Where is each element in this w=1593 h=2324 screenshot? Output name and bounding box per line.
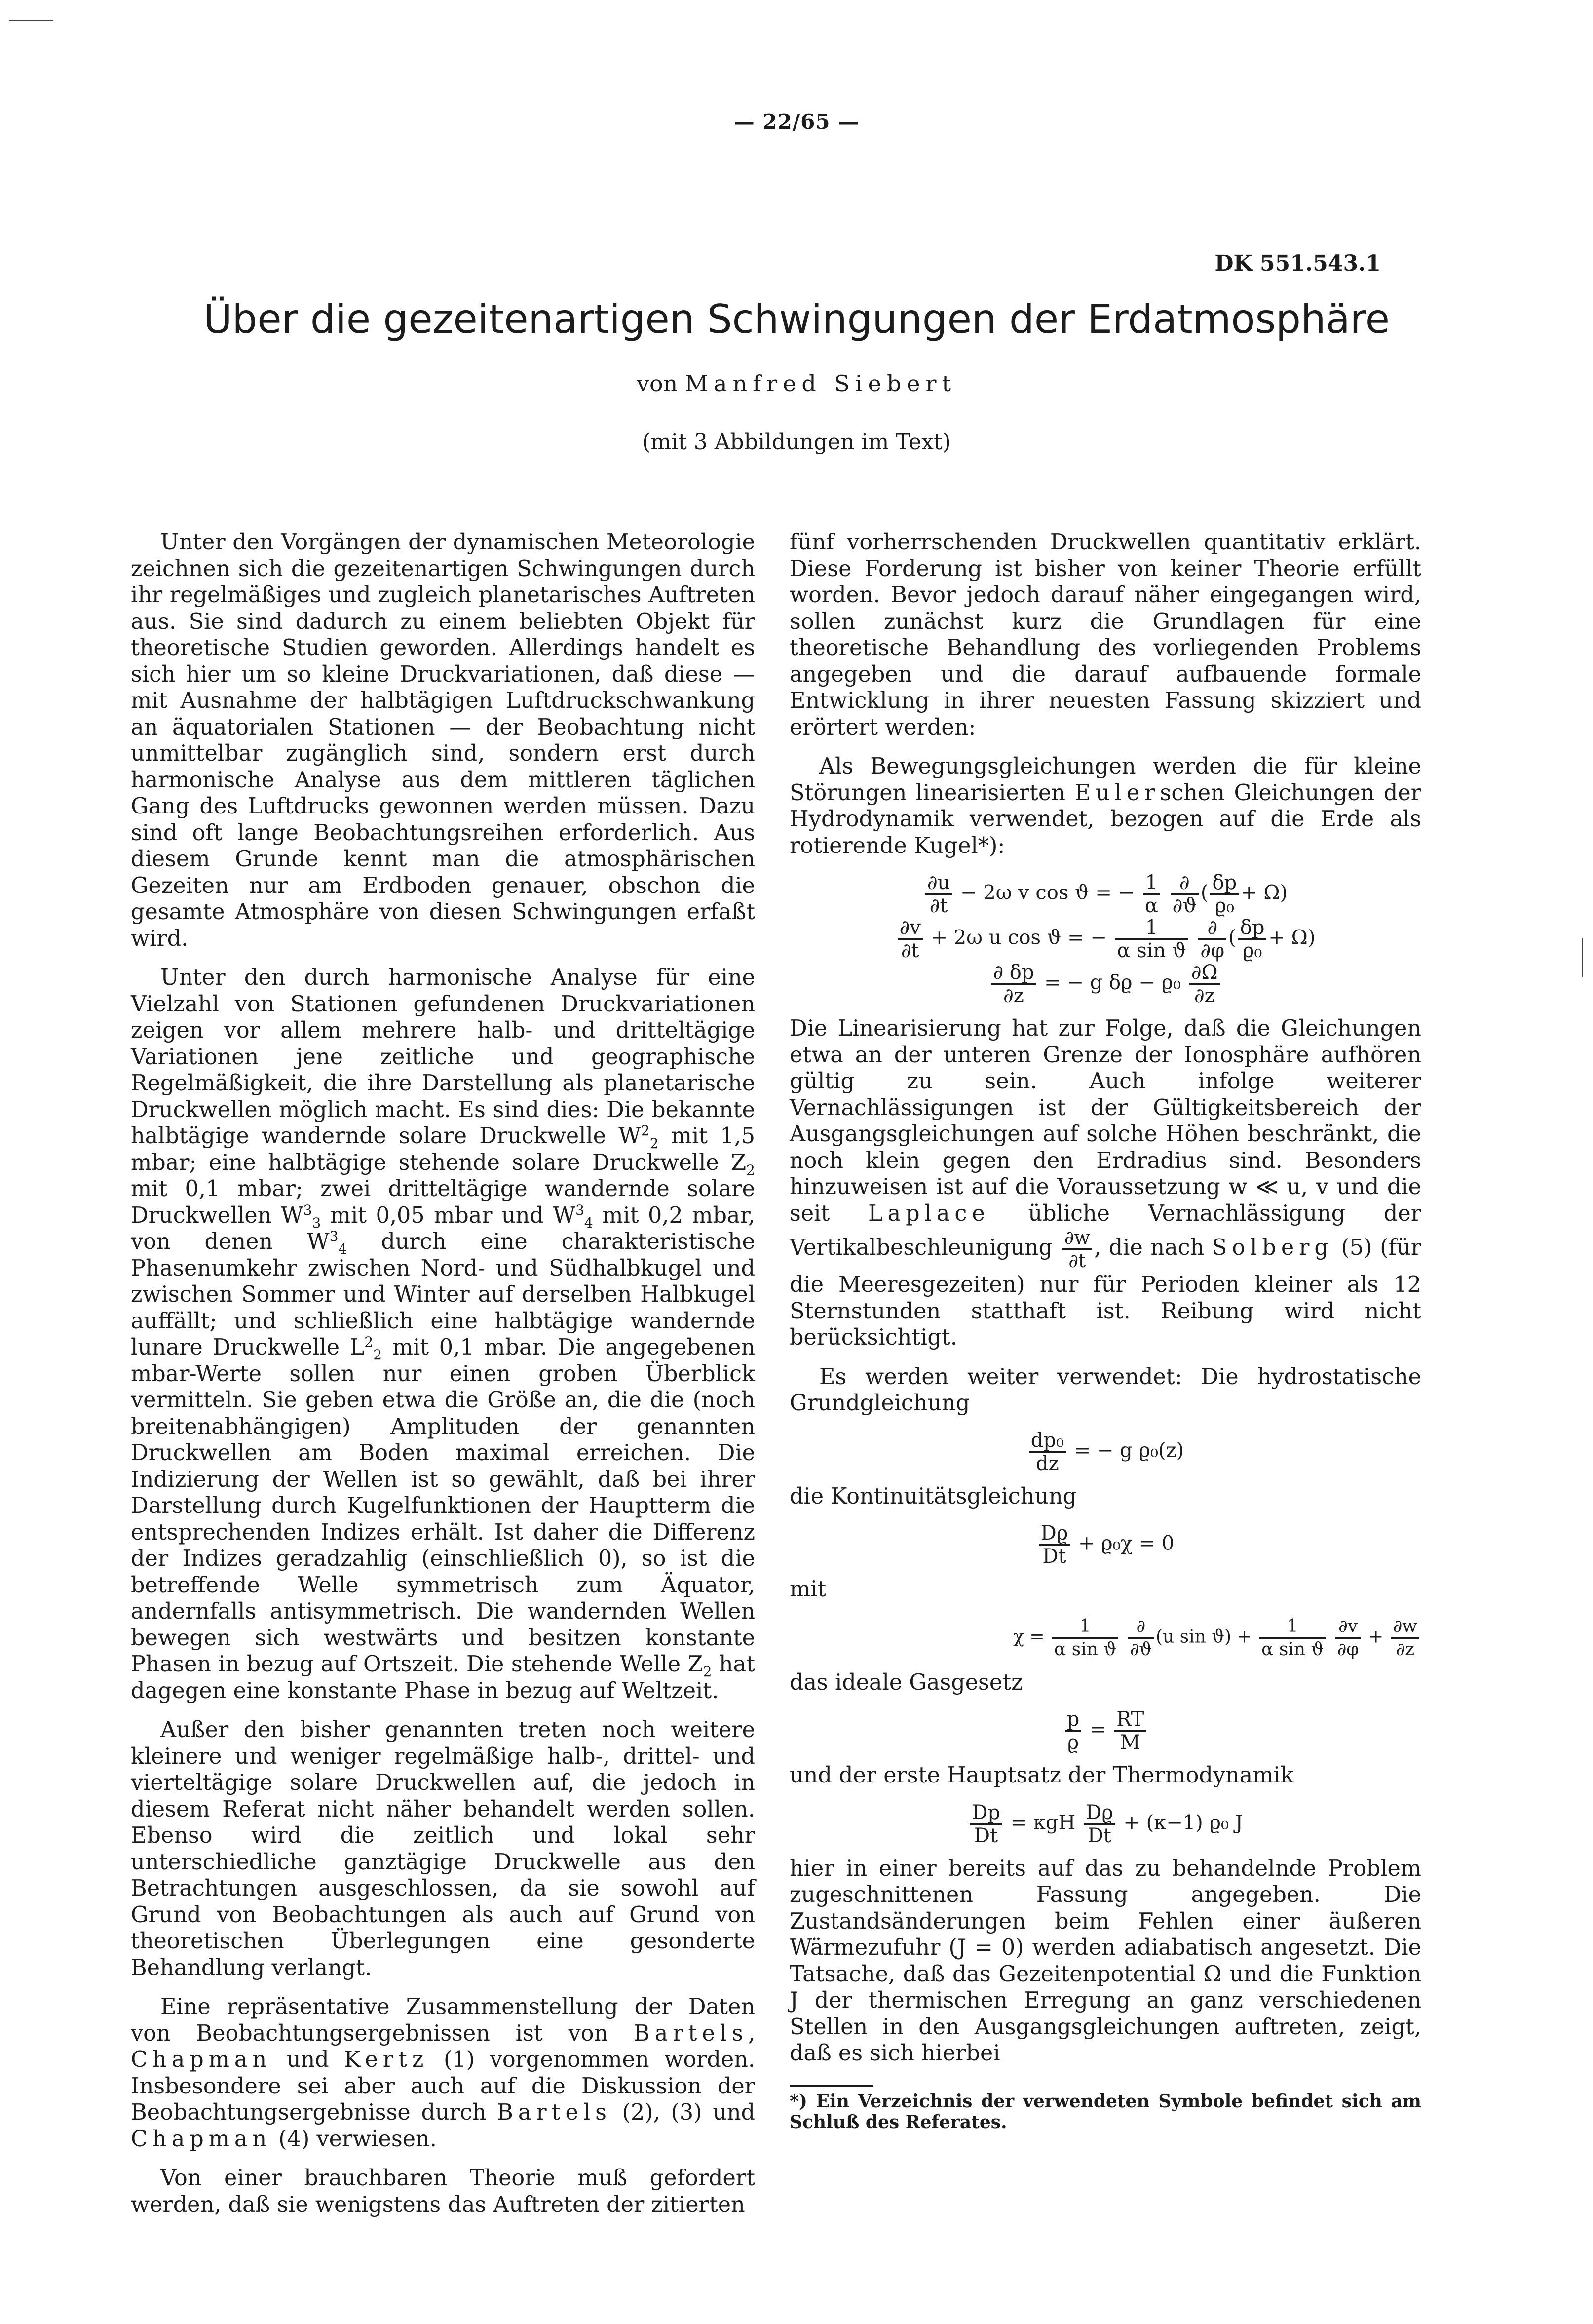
paragraph: Unter den durch harmonische Analyse für eine Vielzahl von Stationen gefundenen Druckvariationen zeigen vor allem mehrere halb- und dritteltägige Variationen jene zeitliche und geographische Regelmäßigkeit, die ihre Darstellung als planetarische Druckwellen möglich macht. Es sind dies: Die bekannte halbtägige wandernde solare Druckwelle $W^2_2$ mit 1,5 mbar; eine halbtägige stehende solare Druckwelle $Z_2$ mit 0,1 mbar; zwei dritteltägige wandernde solare Druckwellen $W^3_3$ mit 0,05 mbar und $W^3_4$ mit 0,2 mbar, von denen $W^3_4$ durch eine charakteristische Phasenumkehr zwischen Nord- und Südhalbkugel und zwischen Sommer und Winter auf derselben Halbkugel auffällt; und schließlich eine halbtägige wandernde lunare Druckwelle $L^2_2$ mit 0,1 mbar. Die angegebenen mbar-Werte sollen nur einen groben Überblick vermitteln. Sie geben etwa die Größe an, die die (noch breitenabhängigen) Amplituden der genannten Druckwellen am Boden maximal erreichen. Die Indizierung der Wellen ist so gewählt, daß bei ihrer Darstellung durch Kugelfunktionen der Hauptterm die entsprechenden Indizes erhält. Ist daher die Differenz der Indizes geradzahlig (einschließlich 0), so ist die betreffende Welle symmetrisch zum Äquator, andernfalls antisymmetrisch. Die wandernden Wellen bewegen sich westwärts und besitzen konstante Phasen in bezug auf Ortszeit. Die stehende Welle $Z_2$ hat dagegen eine konstante Phase in bezug auf Weltzeit. — [131, 965, 756, 1704]
citation-author: Kertz — [344, 2047, 429, 2072]
divergence-equation: χ = $\frac{1}{\text{α sin ϑ}}$ $\frac{\partial}{\partial ϑ}$ (u sin ϑ) + $\frac{1}{\text{α sin ϑ}}$ $\frac{\partial v}{\partial\varphi}$ + $\frac{\partial w}{\partial z}$ — [790, 1616, 1421, 1661]
paragraph: Von einer brauchbaren Theorie muß gefordert werden, daß sie wenigstens das Auftreten der zitierten — [131, 2166, 755, 2217]
thermodynamics-equation: $\frac{Dp}{Dt}$ = κgH $\frac{Dϱ}{Dt}$ + (κ−1) ϱ₀ J — [790, 1802, 1421, 1847]
citation-author: Euler — [1074, 780, 1160, 806]
paragraph: mit — [790, 1577, 827, 1602]
continuity-equation: $\frac{Dϱ}{Dt}$ + ϱ₀χ = 0 — [790, 1522, 1421, 1567]
page-number: — 22/65 — — [733, 110, 860, 134]
scan-mark — [9, 20, 53, 21]
equation-2: $\frac{\partial v}{\partial t}$ + 2ω u cos ϑ = − $\frac{1}{\text{α sin ϑ}}$ $\frac{\partial}{\partial\varphi}$ ( $\frac{\delta p}{\text{ϱ₀}}$ + Ω) — [790, 917, 1421, 962]
citation-author: Chapman — [131, 2126, 272, 2152]
paragraph: Unter den Vorgängen der dynamischen Meteorologie zeichnen sich die gezeitenartigen Schwingungen durch ihr regelmäßiges und zugleich planetarisches Auftreten aus. Sie sind dadurch zu einem beliebten Objekt für theoretische Studien geworden. Allerdings handelt es sich hier um so kleine Druckvariationen, daß diese — mit Ausnahme der halbtägigen Luftdruckschwankung an äquatorialen Stationen — der Beobachtung nicht unmittelbar zugänglich sind, sondern erst durch harmonische Analyse aus dem mittleren täglichen Gang des Luftdrucks gewonnen werden müssen. Dazu sind oft lange Beobachtungsreihen erforderlich. Aus diesem Grunde kennt man die atmosphärischen Gezeiten nur am Erdboden genauer, obschon die gesamte Atmosphäre von diesen Schwingungen erfaßt wird. — [131, 530, 755, 951]
byline — [0, 370, 1593, 397]
paragraph: fünf vorherrschenden Druckwellen quantitativ erklärt. Diese Forderung ist bisher von keiner Theorie erfüllt worden. Bevor jedoch darauf näher eingegangen wird, sollen zunächst kurz die Grundlagen für eine theoretische Behandlung des vorliegenden Problems angegeben und die darauf aufbauende formale Entwicklung in ihrer neuesten Fassung skizziert und erörtert werden: — [790, 530, 1421, 740]
paragraph: Eine repräsentative Zusammenstellung der Daten von Beobachtungsergebnissen ist von Bartels, Chapman und Kertz (1) vorgenommen worden. Insbesondere sei aber auch auf die Diskussion der Beobachtungsergebnisse durch Bartels (2), (3) und Chapman (4) verwiesen. — [131, 1994, 756, 2152]
citation-author: Laplace — [868, 1201, 990, 1226]
paragraph: Es werden weiter verwendet: Die hydrostatische Grundgleichung — [790, 1364, 1421, 1416]
left-column — [131, 529, 755, 2231]
citation-author: Bartels — [497, 2100, 611, 2125]
paragraph: Außer den bisher genannten treten noch weitere kleinere und weniger regelmäßige halb-, drittel- und vierteltägige solare Druckwellen auf, die jedoch in diesem Referat nicht näher behandelt werden sollen. Ebenso wird die zeitlich und lokal sehr unterschiedliche ganztägige Druckwelle aus den Betrachtungen ausgeschlossen, da sie sowohl auf Grund von Beobachtungen als auch auf Grund von theoretischen Überlegungen eine gesonderte Behandlung verlangt. — [131, 1717, 755, 1980]
right-column — [790, 529, 1421, 2080]
citation-author: Solberg — [1212, 1235, 1333, 1260]
byline-prefix: von — [637, 370, 678, 397]
figures-note: (mit 3 Abbildungen im Text) — [642, 429, 951, 455]
gas-law-equation: $\frac{p}{ϱ}$ = $\frac{RT}{M}$ — [790, 1708, 1421, 1753]
equations-of-motion — [790, 872, 1421, 1007]
article-title: Über die gezeitenartigen Schwingungen der Erdatmosphäre — [203, 296, 1390, 342]
footnote: *) Ein Verzeichnis der verwendeten Symbole befindet sich am Schluß des Referates. — [790, 2091, 1421, 2132]
equation-1: $\frac{\partial u}{\partial t}$ − 2ω v cos ϑ = − $\frac{1}{\alpha}$ $\frac{\partial}{\partial ϑ}$ ( $\frac{\delta p}{\text{ϱ₀}}$ + Ω) — [790, 872, 1421, 917]
author-name: Manfred Siebert — [684, 370, 956, 397]
paragraph: die Kontinuitätsgleichung — [790, 1483, 1077, 1509]
citation-author: Bartels — [634, 2020, 748, 2046]
paragraph: hier in einer bereits auf das zu behandelnde Problem zugeschnittenen Fassung angegeben. Die Zustandsänderungen beim Fehlen einer äußeren Wärmezufuhr (J = 0) werden adiabatisch angesetzt. Die Tatsache, daß das Gezeitenpotential Ω und die Funktion J der thermischen Erregung an ganz verschiedenen Stellen in den Ausgangsgleichungen auftreten, zeigt, daß es sich hierbei — [790, 1856, 1421, 2066]
hydrostatic-equation: $\frac{\text{dp₀}}{dz}$ = − g ϱ₀(z) — [790, 1430, 1421, 1474]
paragraph: Als Bewegungsgleichungen werden die für kleine Störungen linearisierten Eulerschen Gleichungen der Hydrodynamik verwendet, bezogen auf die Erde als rotierende Kugel*): — [790, 754, 1421, 858]
paragraph: das ideale Gasgesetz — [790, 1669, 1023, 1695]
dk-classification: DK 551.543.1 — [1214, 251, 1381, 276]
citation-author: Chapman — [131, 2047, 272, 2072]
footnote-rule — [790, 2085, 873, 2087]
paragraph: und der erste Hauptsatz der Thermodynamik — [790, 1763, 1294, 1788]
equation-3: $\frac{\partial \delta p}{\partial z}$ = − g δϱ − ϱ₀ $\frac{\partial\Omega}{\partial z}$ — [790, 962, 1421, 1007]
paragraph: Die Linearisierung hat zur Folge, daß die Gleichungen etwa an der unteren Grenze der Ionosphäre aufhören gültig zu sein. Auch infolge weiterer Vernachlässigungen ist der Gültigkeitsbereich der Ausgangsgleichungen auf solche Höhen beschränkt, die noch klein gegen den Erdradius sind. Besonders hinzuweisen ist auf die Voraussetzung w ≪ u, v und die seit Laplace übliche Vernachlässigung der Vertikalbeschleunigung $\frac{\partial w}{\partial t}$ , die nach Solberg (5) (für die Meeresgezeiten) nur für Perioden kleiner als 12 Sternstunden statthaft ist. Reibung wird nicht berücksichtigt. — [790, 1016, 1421, 1350]
scan-mark — [1582, 938, 1583, 977]
